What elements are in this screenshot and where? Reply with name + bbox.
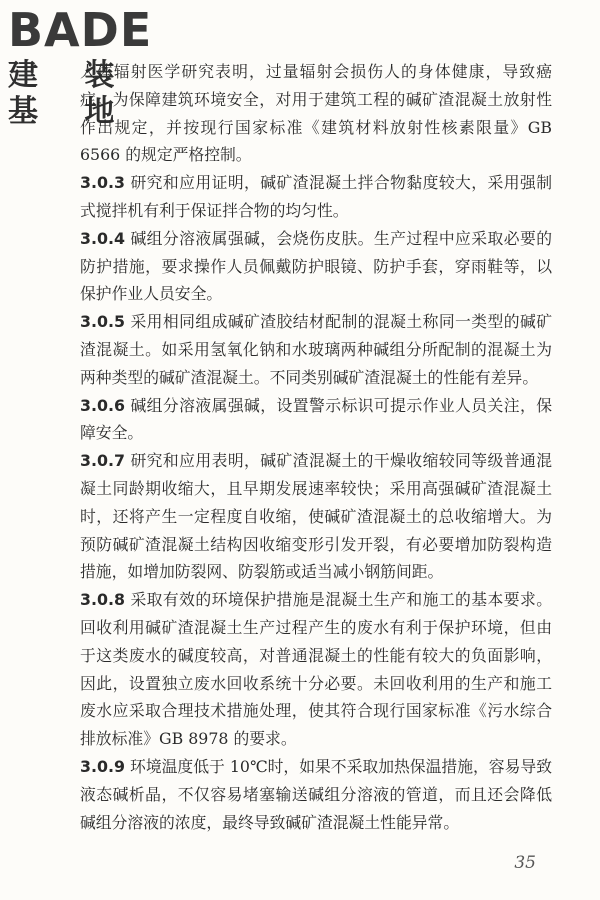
paragraph-text: 采取有效的环境保护措施是混凝土生产和施工的基本要求。回收利用碱矿渣混凝土生产过程产生的废水有利于保护环境，但由于这类废水的碱度较高，对普通混凝土的性能有较大的负面影响，因此，设置独立废水回收系统十分必要。未回收利用的生产和施工废水应采取合理技术措施处理，使其符合现行国家标准《污水综合排放标准》GB 8978 的要求。 [80, 590, 552, 749]
clause-3-0-4 [80, 225, 552, 308]
clause-3-0-3 [80, 169, 552, 225]
clause-number: 3.0.5 [80, 312, 125, 332]
logo-subtitle: 建 装 基 地 [8, 58, 133, 129]
paragraph-intro [80, 58, 552, 169]
clause-number: 3.0.9 [80, 756, 125, 776]
logo-wordmark: BADE [8, 3, 153, 57]
paragraph-text: 采用相同组成碱矿渣胶结材配制的混凝土称同一类型的碱矿渣混凝土。如采用氢氧化钠和水玻璃两种碱组分所配制的混凝土为两种类型的碱矿渣混凝土。不同类别碱矿渣混凝土的性能有差异。 [80, 312, 552, 387]
clause-number: 3.0.8 [80, 590, 125, 610]
document-body [80, 58, 552, 836]
clause-3-0-9 [80, 753, 552, 836]
paragraph-text: 碱组分溶液属强碱，会烧伤皮肤。生产过程中应采取必要的防护措施，要求操作人员佩戴防护眼镜、防护手套，穿雨鞋等，以保护作业人员安全。 [80, 228, 552, 304]
paragraph-text: 碱组分溶液属强碱，设置警示标识可提示作业人员关注，保障安全。 [80, 395, 552, 443]
paragraph-text: 研究和应用表明，碱矿渣混凝土的干燥收缩较同等级普通混凝土同龄期收缩大，且早期发展速率较快；采用高强碱矿渣混凝土时，还将产生一定程度自收缩，使碱矿渣混凝土的总收缩增大。为预防碱矿渣混凝土结构因收缩变形引发开裂，有必要增加防裂构造措施，如增加防裂网、防裂筋或适当减小钢筋间距。 [80, 451, 552, 582]
paragraph-text: 研究和应用证明，碱矿渣混凝土拌合物黏度较大，采用强制式搅拌机有利于保证拌合物的均匀性。 [80, 173, 552, 220]
page-number: 35 [514, 853, 536, 873]
paragraph-text: 人体辐射医学研究表明，过量辐射会损伤人的身体健康，导致癌症。为保障建筑环境安全，对用于建筑工程的碱矿渣混凝土放射性作出规定，并按现行国家标准《建筑材料放射性核素限量》GB 6566 的规定严格控制。 [80, 62, 552, 165]
paragraph-text: 环境温度低于 10℃时，如果不采取加热保温措施，容易导致液态碱析晶，不仅容易堵塞输送碱组分溶液的管道，而且还会降低碱组分溶液的浓度，最终导致碱矿渣混凝土性能异常。 [80, 756, 552, 832]
clause-number: 3.0.6 [80, 395, 125, 415]
clause-number: 3.0.3 [80, 173, 125, 193]
clause-3-0-8 [80, 586, 552, 753]
clause-3-0-6 [80, 392, 552, 448]
clause-number: 3.0.4 [80, 228, 125, 248]
clause-3-0-5 [80, 308, 552, 391]
clause-3-0-7 [80, 447, 552, 586]
clause-number: 3.0.7 [80, 451, 125, 471]
